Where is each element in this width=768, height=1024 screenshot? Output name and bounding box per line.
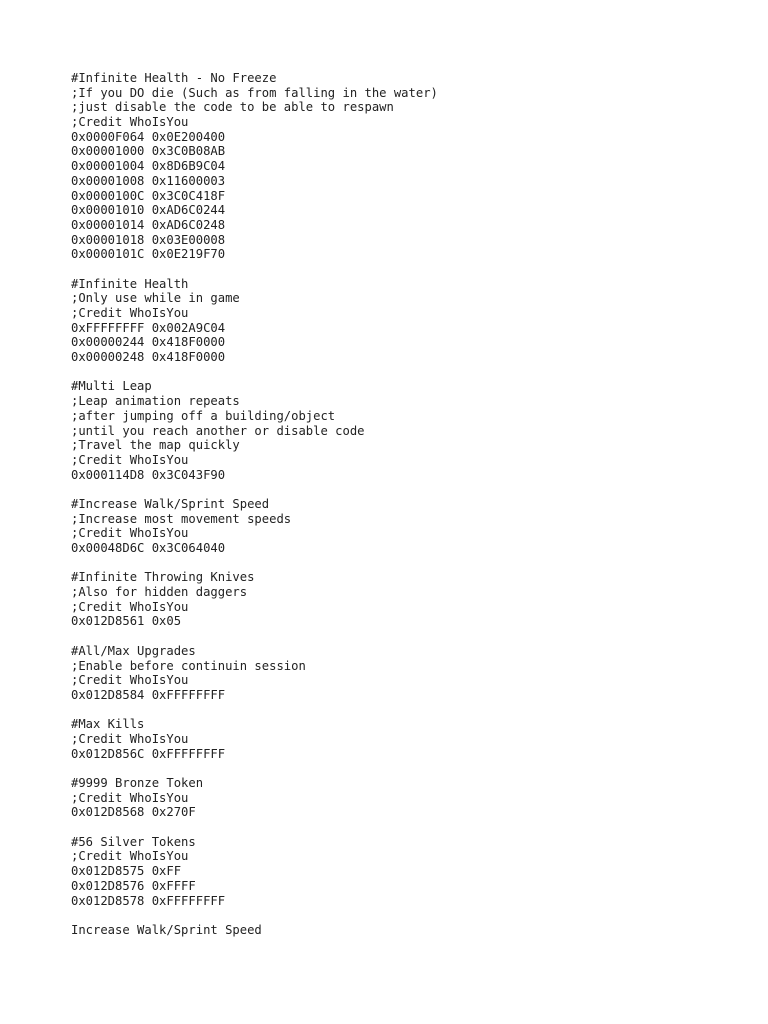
comment-line: ;Credit WhoIsYou — [71, 790, 189, 805]
comment-line: ;Also for hidden daggers — [71, 585, 248, 600]
code-line: 0x012D856C 0xFFFFFFFF — [71, 746, 226, 761]
code-line: 0x0000101C 0x0E219F70 — [71, 247, 226, 262]
code-line: 0x00000244 0x418F0000 — [71, 335, 226, 350]
blank-line — [71, 820, 438, 835]
blank-line — [71, 629, 438, 644]
blank-line — [71, 908, 438, 923]
cheat-title: #Increase Walk/Sprint Speed — [71, 496, 270, 511]
comment-line: ;Credit WhoIsYou — [71, 115, 189, 130]
blank-line — [71, 262, 438, 277]
blank-line — [71, 482, 438, 497]
comment-line: ;Credit WhoIsYou — [71, 306, 189, 320]
comment-line: ;Credit WhoIsYou — [71, 731, 189, 746]
comment-line: ;Only use while in game — [71, 291, 240, 306]
comment-line: ;Credit WhoIsYou — [71, 673, 189, 688]
blank-line — [71, 556, 438, 571]
code-line: 0x012D8575 0xFF — [71, 864, 182, 879]
text-line: Increase Walk/Sprint Speed — [71, 922, 262, 937]
code-line: 0x00001004 0x8D6B9C04 — [71, 159, 226, 174]
document-body — [71, 71, 438, 938]
code-line: 0x012D8568 0x270F — [71, 805, 196, 820]
comment-line: ;If you DO die (Such as from falling in the water) — [71, 85, 438, 100]
comment-line: ;just disable the code to be able to respawn — [71, 100, 394, 115]
comment-line: ;Enable before continuin session — [71, 658, 306, 673]
cheat-title: #9999 Bronze Token — [71, 776, 204, 790]
code-line: 0x00048D6C 0x3C064040 — [71, 541, 226, 555]
code-line: 0x00001010 0xAD6C0244 — [71, 203, 226, 218]
comment-line: ;Credit WhoIsYou — [71, 849, 189, 864]
code-line: 0x00001018 0x03E00008 — [71, 232, 226, 247]
code-line: 0x0000100C 0x3C0C418F — [71, 188, 226, 203]
comment-line: ;Increase most movement speeds — [71, 511, 292, 526]
comment-line: ;until you reach another or disable code — [71, 423, 365, 438]
blank-line — [71, 703, 438, 718]
code-line: 0x00001014 0xAD6C0248 — [71, 217, 226, 232]
code-line: 0x012D8561 0x05 — [71, 614, 182, 629]
cheat-title: #All/Max Upgrades — [71, 643, 196, 658]
cheat-title: #Infinite Throwing Knives — [71, 570, 255, 585]
code-line: 0x012D8578 0xFFFFFFFF — [71, 893, 226, 908]
code-line: 0x00000248 0x418F0000 — [71, 350, 226, 365]
code-line: 0xFFFFFFFF 0x002A9C04 — [71, 320, 226, 335]
comment-line: ;Leap animation repeats — [71, 394, 240, 409]
code-line: 0x012D8576 0xFFFF — [71, 878, 196, 893]
cheat-title: #Infinite Health — [71, 276, 189, 291]
cheat-title: #Infinite Health - No Freeze — [71, 71, 277, 85]
blank-line — [71, 365, 438, 380]
code-line: 0x000114D8 0x3C043F90 — [71, 467, 226, 482]
blank-line — [71, 761, 438, 776]
code-line: 0x00001008 0x11600003 — [71, 173, 226, 188]
code-line: 0x012D8584 0xFFFFFFFF — [71, 687, 226, 702]
comment-line: ;Credit WhoIsYou — [71, 526, 189, 541]
comment-line: ;Credit WhoIsYou — [71, 452, 189, 467]
cheat-title: #Multi Leap — [71, 379, 152, 394]
comment-line: ;after jumping off a building/object — [71, 408, 336, 423]
comment-line: ;Travel the map quickly — [71, 438, 240, 453]
code-line: 0x0000F064 0x0E200400 — [71, 129, 226, 144]
comment-line: ;Credit WhoIsYou — [71, 599, 189, 614]
cheat-title: #56 Silver Tokens — [71, 834, 196, 849]
cheat-title: #Max Kills — [71, 717, 145, 732]
code-line: 0x00001000 0x3C0B08AB — [71, 144, 226, 159]
